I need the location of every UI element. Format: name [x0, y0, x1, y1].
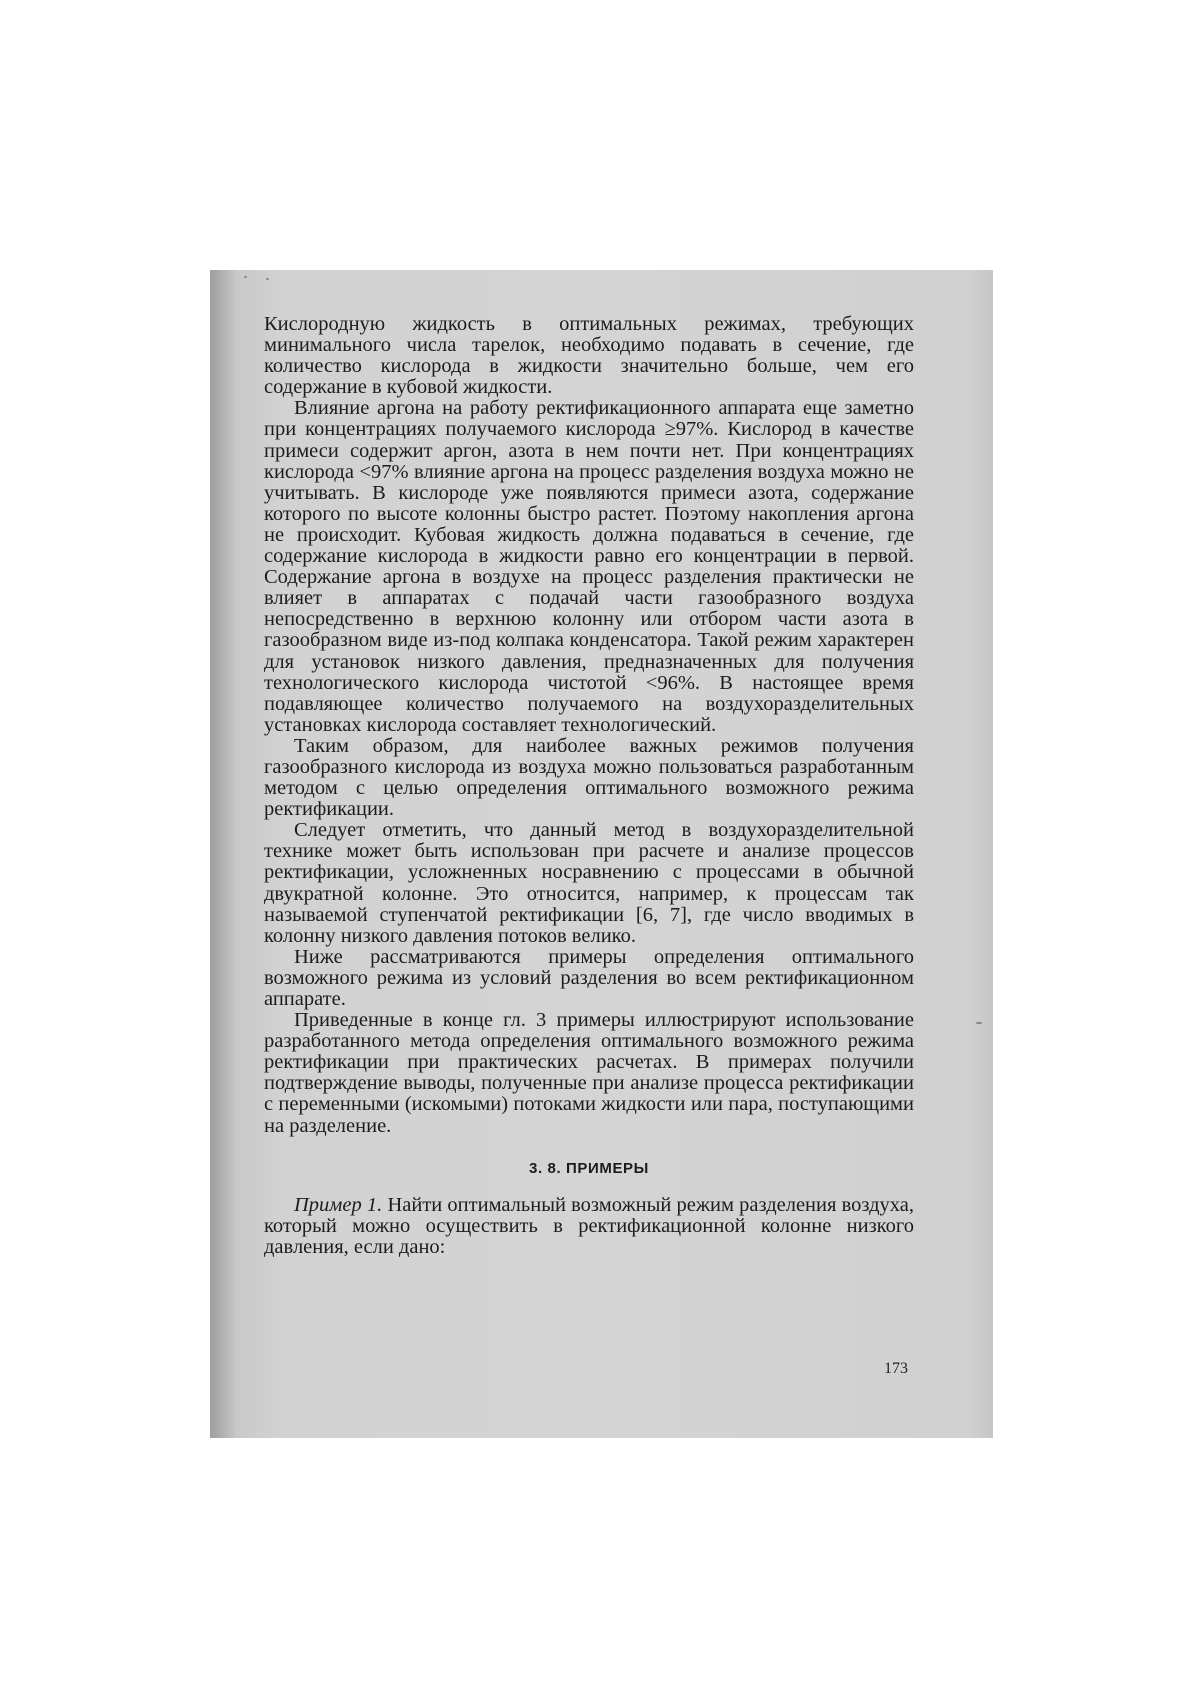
scan-speck	[976, 1022, 982, 1024]
page-number: 173	[884, 1360, 908, 1377]
paragraph: Таким образом, для наиболее важных режимов получения газообразного кислорода из воздуха можно пользоваться разработанным методом с целью определения оптимального возможного режима ректификации.	[264, 734, 914, 821]
paragraph: Влияние аргона на работу ректификационного аппарата еще заметно при концентрациях получаемого кислорода ≥97%. Кислород в качестве примеси содержит аргон, азота в нем почти нет. При концентрациях кислорода <97% влияние аргона на процесс разделения воздуха можно не учитывать. В кислороде уже появляются примеси азота, содержание которого по высоте колонны быстро растет. Поэтому накопления аргона не происходит. Кубовая жидкость должна подаваться в сечение, где содержание кислорода в жидкости равно его концентрации в первой. Содержание аргона в воздухе на процесс разделения практически не влияет в аппаратах с подачай части газообразного воздуха непосредственно в верхнюю колонну или отбором части азота в газообразном виде из-под колпака конденсатора. Такой режим характерен для установок низкого давления, предназначенных для получения технологического кислорода чистотой <96%. В настоящее время подавляющее количество получаемого на воздухоразделительных установках кислорода составляет технологический.	[264, 397, 914, 736]
example-paragraph	[264, 1195, 914, 1258]
section-heading: 3. 8. ПРИМЕРЫ	[529, 1159, 649, 1177]
paragraph: Ниже рассматриваются примеры определения оптимального возможного режима из условий разделения во всем ректификационном аппарате.	[264, 945, 914, 1010]
paragraph: Следует отметить, что данный метод в воздухоразделительной технике может быть использован при расчете и анализе процессов ректификации, усложненных носравнению с процессами в обычной двукратной колонне. Это относится, например, к процессам так называемой ступенчатой ректификации [6, 7], где число вводимых в колонну низкого давления потоков велико.	[264, 819, 914, 947]
body-text	[264, 314, 914, 1258]
scan-speck	[244, 276, 247, 278]
scan-speck	[266, 278, 269, 280]
example-text: Найти оптимальный возможный режим разделения воздуха, который можно осуществить в ректификационной колонне низкого давления, если дано:	[264, 1193, 914, 1258]
scanned-page	[210, 270, 993, 1438]
example-label: Пример 1.	[294, 1193, 383, 1216]
paragraph: Кислородную жидкость в оптимальных режимах, требующих минимального числа тарелок, необходимо подавать в сечение, где количество кислорода в жидкости значительно больше, чем его содержание в кубовой жидкости.	[264, 313, 914, 399]
paragraph: Приведенные в конце гл. 3 примеры иллюстрируют использование разработанного метода определения оптимального возможного режима ректификации при практических расчетах. В примерах получили подтверждение выводы, полученные при анализе процесса ректификации с переменными (искомыми) потоками жидкости или пара, поступающими на разделение.	[264, 1009, 914, 1137]
